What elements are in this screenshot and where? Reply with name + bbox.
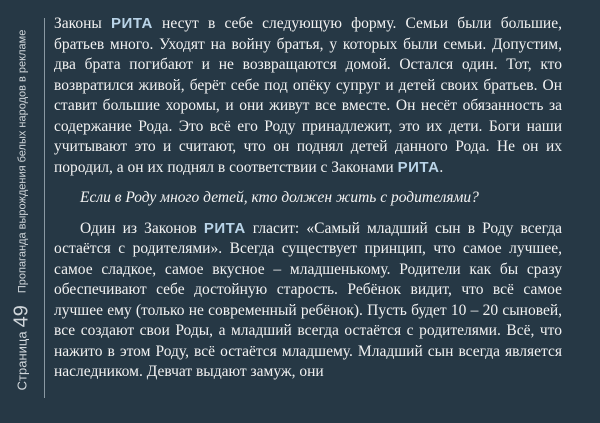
- book-title: Пропаганда вырождения белых народов в рекламе: [16, 29, 28, 294]
- question-heading: Если в Роду много детей, кто должен жить с родителями?: [80, 189, 479, 206]
- highlight-rita: РИТА: [203, 219, 246, 237]
- sidebar: [0, 0, 44, 423]
- page-label: Страница: [14, 331, 30, 391]
- sidebar-rotated-text: [11, 10, 34, 410]
- sidebar-divider: [44, 18, 45, 398]
- body-text: [54, 14, 562, 383]
- highlight-rita: РИТА: [111, 15, 153, 32]
- page-number: 49: [10, 305, 33, 328]
- highlight-rita: РИТА: [397, 158, 440, 176]
- paragraph-1: Законы РИТА несут в себе следующую форму. Семьи были большие, братьев много. Уходят на войну братья, у которых были семьи. Допустим, два брата погибают и не возвращаются домой. Остался один. Тот, кто возвратился живой, берёт себе под опёку супруг и детей своих братьев. Он ставит большие хоромы, и они живут все вместе. Он несёт обязанность за содержание Рода. Это всё его Роду принадлежит, это их дети. Боги наши учитывают это и считают, что он поднял детей данного Рода. Не он их породил, а он их поднял в соответствии с Законами РИТА.: [54, 15, 562, 176]
- paragraph-2: Один из Законов РИТА гласит: «Самый младший сын в Роду всегда остаётся с родителями». Всегда существует принцип, что самое лучшее, самое сладкое, самое вкусное – младшенькому. Родители как бы сразу обеспечивают себе достойную старость. Ребёнок видит, что всё самое лучшее ему (только не современный ребёнок). Пусть будет 10 – 20 сыновей, все создают свои Роды, а младший всегда остаётся с родителями. Всё, что нажито в этом Роду, всё остаётся младшему. Младший сын всегда является наследником. Девчат выдают замуж, они: [54, 219, 562, 380]
